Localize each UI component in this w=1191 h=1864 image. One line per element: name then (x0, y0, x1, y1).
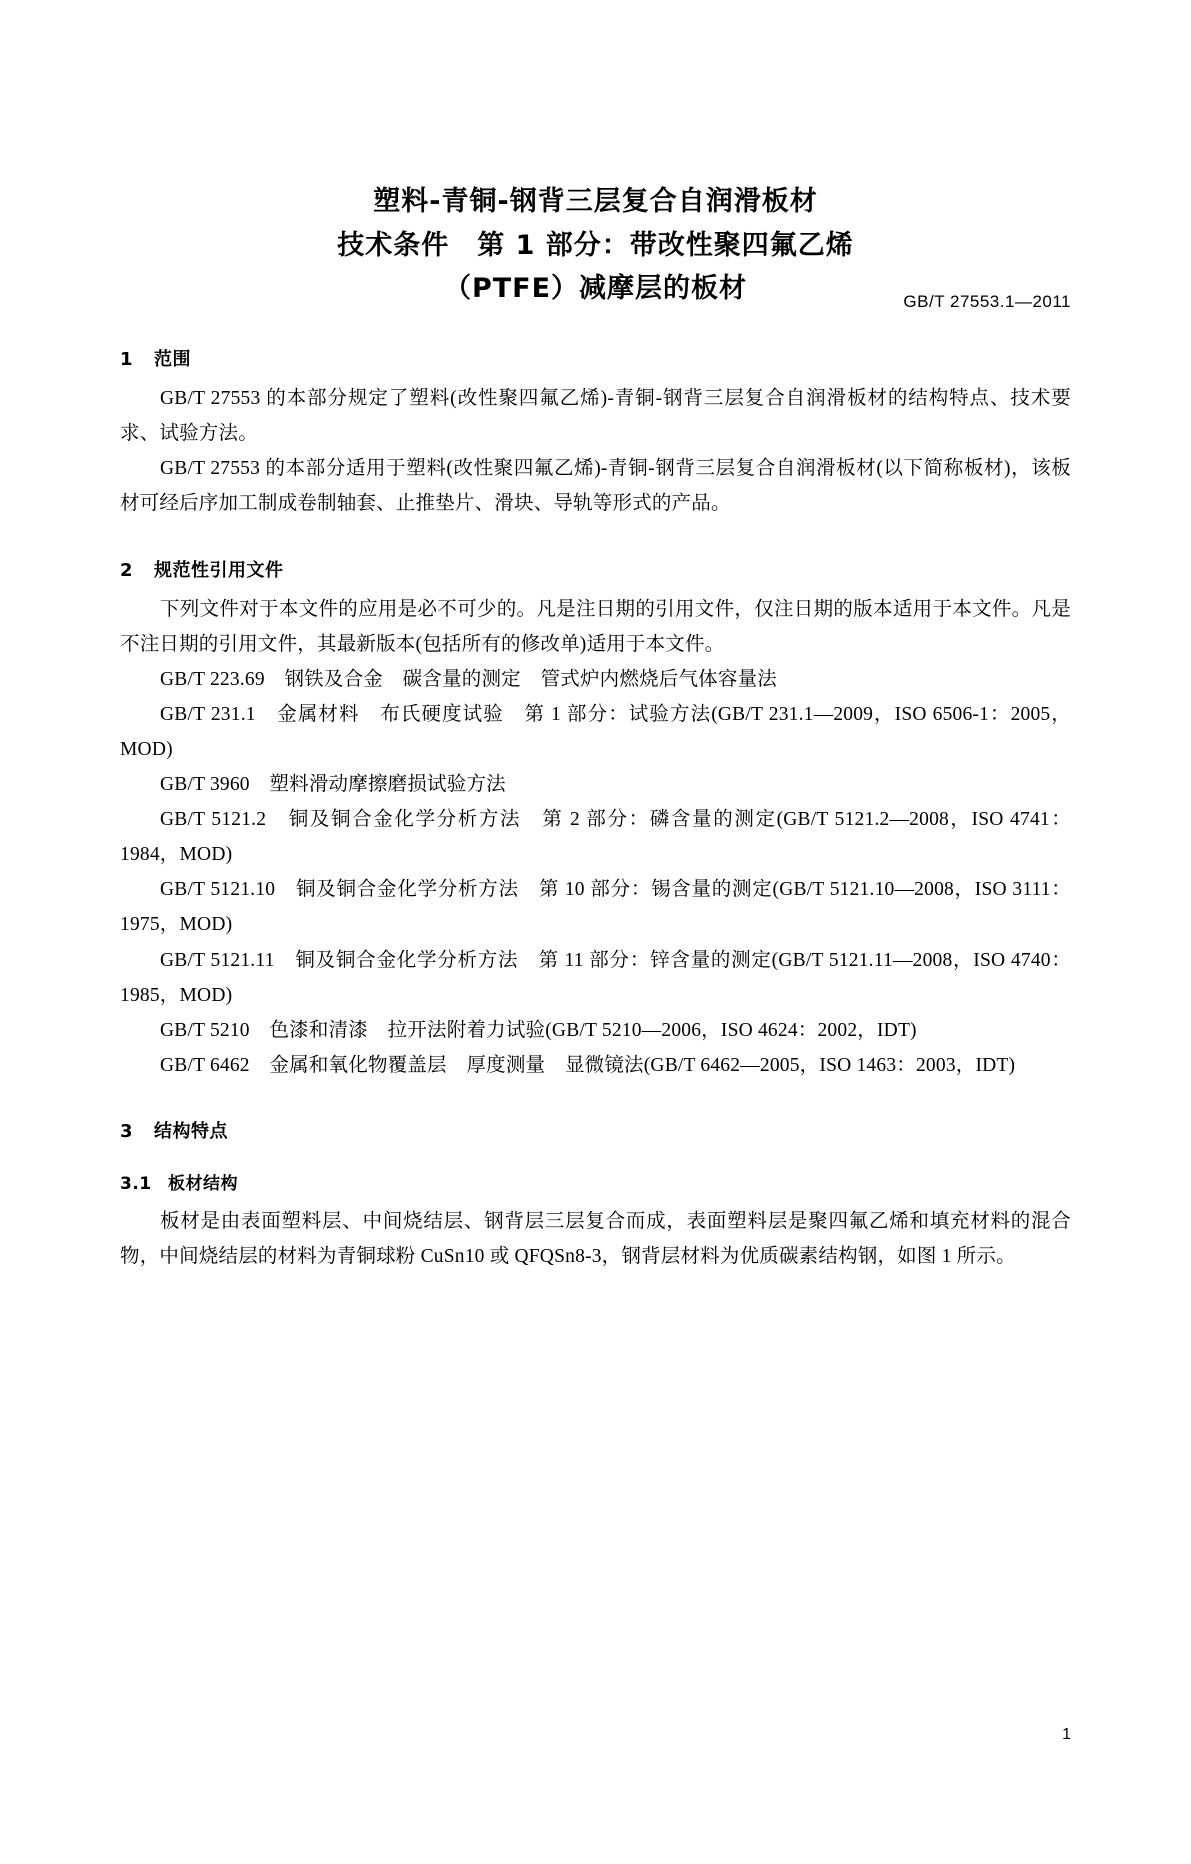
section-number-2: 2 (120, 559, 134, 581)
section-number-3: 3 (120, 1120, 134, 1142)
section-2-paragraph-1: 下列文件对于本文件的应用是必不可少的。凡是注日期的引用文件，仅注日期的版本适用于本文件。凡是不注日期的引用文件，其最新版本(包括所有的修改单)适用于本文件。 (120, 598, 1071, 655)
document-page (0, 180, 1191, 1864)
section-1-paragraph-2: GB/T 27553 的本部分适用于塑料(改性聚四氟乙烯)-青铜-钢背三层复合自润滑板材(以下简称板材)，该板材可经后序加工制成卷制轴套、止推垫片、滑块、导轨等形式的产品。 (120, 458, 1071, 515)
reference-item: GB/T 5121.11 铜及铜合金化学分析方法 第 11 部分：锌含量的测定(GB/T 5121.11—2008，ISO 4740：1985，MOD) (120, 949, 1071, 1006)
title-line-3: （PTFE）减摩层的板材 (443, 273, 748, 305)
title-line-1: 塑料-青铜-钢背三层复合自润滑板材 (373, 186, 818, 217)
normative-references-list (120, 662, 1071, 1083)
subsection-3-1-paragraph: 板材是由表面塑料层、中间烧结层、钢背层三层复合而成，表面塑料层是聚四氟乙烯和填充材料的混合物，中间烧结层的材料为青铜球粉 CuSn10 或 QFQSn8-3，钢背层材料为优质碳素结构钢，如图 1 所示。 (120, 1210, 1071, 1267)
reference-item: GB/T 231.1 金属材料 布氏硬度试验 第 1 部分：试验方法(GB/T 231.1—2009，ISO 6506-1：2005，MOD) (120, 703, 1071, 760)
reference-item: GB/T 5121.10 铜及铜合金化学分析方法 第 10 部分：锡含量的测定(GB/T 5121.10—2008，ISO 3111：1975，MOD) (120, 879, 1071, 936)
subsection-title-3-1: 板材结构 (168, 1173, 238, 1194)
section-heading-1 (120, 345, 1071, 371)
section-title-1: 范围 (154, 349, 191, 371)
reference-item: GB/T 6462 金属和氧化物覆盖层 厚度测量 显微镜法(GB/T 6462—2005，ISO 1463：2003，IDT) (160, 1054, 1016, 1076)
page-number: 1 (1062, 1726, 1071, 1743)
subsection-heading-3-1 (120, 1169, 1071, 1194)
reference-item: GB/T 5121.2 铜及铜合金化学分析方法 第 2 部分：磷含量的测定(GB/T 5121.2—2008，ISO 4741：1984，MOD) (120, 809, 1071, 866)
reference-item: GB/T 3960 塑料滑动摩擦磨损试验方法 (160, 774, 506, 796)
section-heading-3 (120, 1117, 1071, 1143)
section-title-2: 规范性引用文件 (154, 559, 284, 581)
reference-item: GB/T 5210 色漆和清漆 拉开法附着力试验(GB/T 5210—2006，ISO 4624：2002，IDT) (160, 1019, 917, 1041)
page-header-standard-number: GB/T 27553.1—2011 (903, 292, 1071, 311)
section-1-paragraph-1: GB/T 27553 的本部分规定了塑料(改性聚四氟乙烯)-青铜-钢背三层复合自润滑板材的结构特点、技术要求、试验方法。 (120, 388, 1071, 445)
section-heading-2 (120, 556, 1071, 582)
title-line-2: 技术条件 第 1 部分：带改性聚四氟乙烯 (337, 229, 854, 261)
subsection-number-3-1: 3.1 (120, 1173, 152, 1194)
reference-item: GB/T 223.69 钢铁及合金 碳含量的测定 管式炉内燃烧后气体容量法 (160, 668, 777, 690)
section-title-3: 结构特点 (154, 1120, 228, 1142)
section-number-1: 1 (120, 349, 134, 371)
